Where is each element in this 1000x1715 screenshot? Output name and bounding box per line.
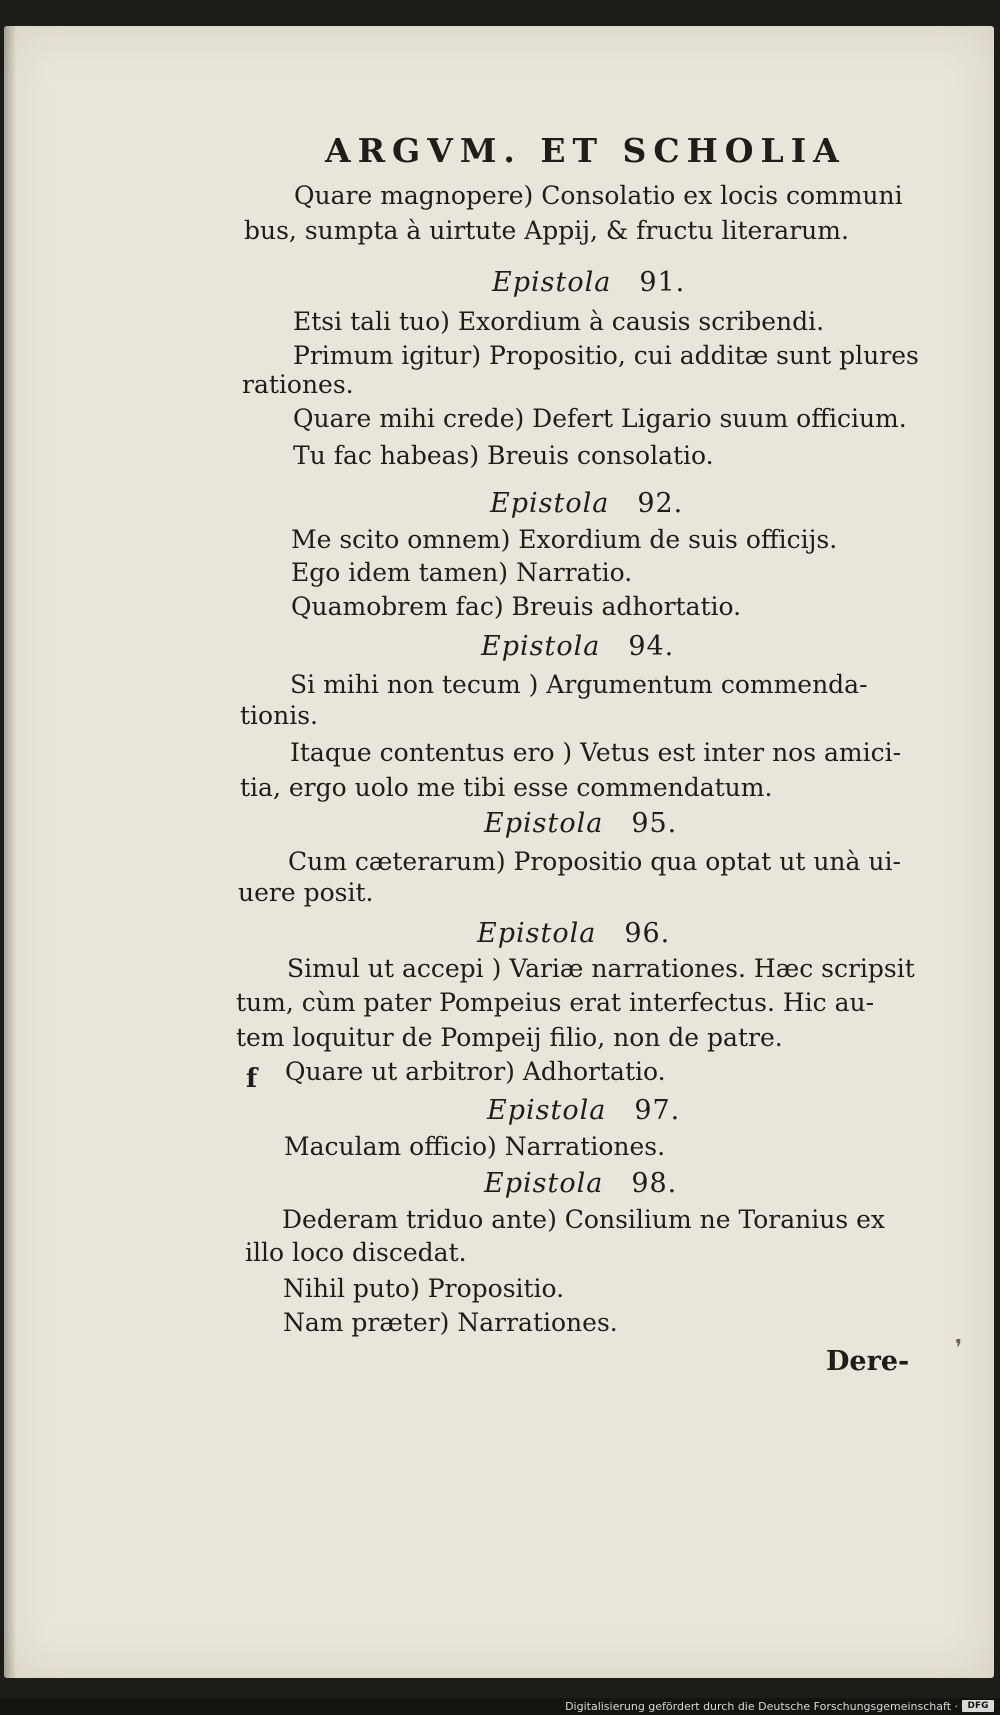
heading-label: Epistola — [477, 918, 597, 949]
heading-number: 98. — [631, 1168, 678, 1199]
heading-label: Epistola — [490, 488, 610, 519]
heading-number: 96. — [624, 918, 671, 949]
text-line: Primum igitur) Propositio, cui additæ sunt plures — [293, 341, 919, 370]
text-line: Maculam officio) Narrationes. — [284, 1132, 666, 1161]
ink-blot-icon: ❜ — [955, 1336, 963, 1361]
text-line: bus, sumpta à uirtute Appij, & fructu literarum. — [244, 216, 849, 245]
heading-number: 95. — [631, 808, 678, 839]
text-line: Nihil puto) Propositio. — [283, 1274, 565, 1303]
text-line: Tu fac habeas) Breuis consolatio. — [293, 441, 714, 470]
epistle-heading — [484, 810, 677, 837]
text-line: Itaque contentus ero ) Vetus est inter nos amici- — [290, 738, 902, 767]
text-line: Etsi tali tuo) Exordium à causis scribendi. — [293, 307, 825, 336]
text-line: Ego idem tamen) Narratio. — [291, 558, 633, 587]
text-line: tem loquitur de Pompeij filio, non de patre. — [236, 1023, 783, 1052]
heading-number: 91. — [639, 267, 686, 298]
text-line: Nam præter) Narrationes. — [283, 1308, 618, 1337]
epistle-heading — [490, 490, 683, 517]
epistle-heading — [484, 1170, 677, 1197]
text-line: illo loco discedat. — [245, 1238, 467, 1267]
text-line: Me scito omnem) Exordium de suis officijs. — [291, 525, 838, 554]
text-line: Quamobrem fac) Breuis adhortatio. — [291, 592, 742, 621]
running-head: ARGVM. ET SCHOLIA — [325, 131, 846, 170]
catchword: Dere- — [826, 1346, 910, 1377]
heading-label: Epistola — [487, 1095, 607, 1126]
text-line: uere posit. — [238, 878, 374, 907]
epistle-heading — [481, 633, 674, 660]
heading-label: Epistola — [484, 808, 604, 839]
text-line: Quare magnopere) Consolatio ex locis communi — [294, 181, 903, 210]
heading-number: 97. — [634, 1095, 681, 1126]
margin-mark: f — [246, 1064, 258, 1094]
text-line: Quare mihi crede) Defert Ligario suum officium. — [293, 404, 907, 433]
text-line: Dederam triduo ante) Consilium ne Toranius ex — [282, 1205, 885, 1234]
text-line: tia, ergo uolo me tibi esse commendatum. — [240, 773, 773, 802]
text-line: rationes. — [242, 370, 354, 399]
epistle-heading — [487, 1097, 680, 1124]
epistle-heading — [477, 920, 670, 947]
heading-number: 92. — [637, 488, 684, 519]
footer-credit: Digitalisierung gefördert durch die Deutsche Forschungsgemeinschaft · — [565, 1700, 958, 1713]
epistle-heading — [492, 269, 685, 296]
text-line: Si mihi non tecum ) Argumentum commenda- — [290, 670, 868, 699]
dfg-logo-icon: DFG — [962, 1700, 994, 1712]
text-line: Cum cæterarum) Propositio qua optat ut unà ui- — [288, 847, 901, 876]
spine-shadow — [4, 26, 16, 1678]
text-line: Simul ut accepi ) Variæ narrationes. Hæc scripsit — [287, 954, 915, 983]
text-line: Quare ut arbitror) Adhortatio. — [285, 1057, 666, 1086]
text-line: tionis. — [240, 701, 318, 730]
heading-label: Epistola — [492, 267, 612, 298]
text-line: tum, cùm pater Pompeius erat interfectus. Hic au- — [236, 988, 875, 1017]
heading-label: Epistola — [481, 631, 601, 662]
heading-label: Epistola — [484, 1168, 604, 1199]
heading-number: 94. — [628, 631, 675, 662]
